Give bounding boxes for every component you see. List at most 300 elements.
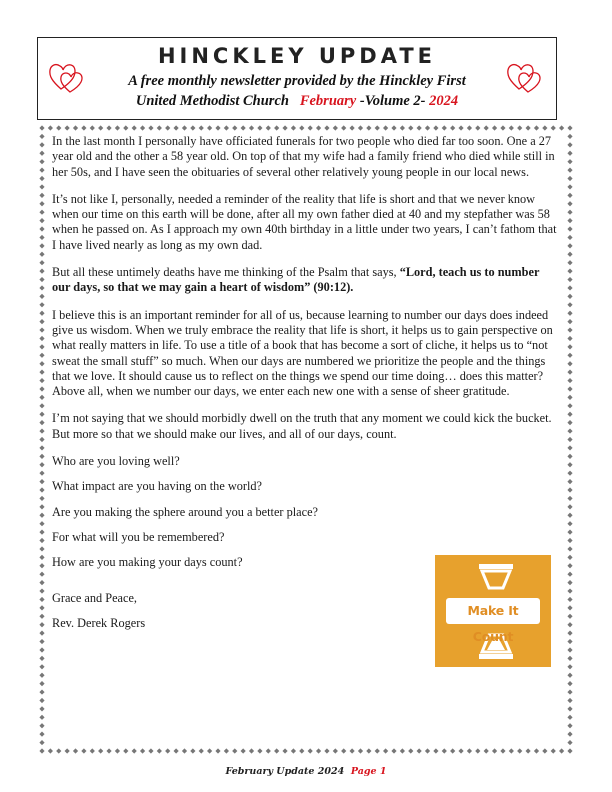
border-diamond [157,125,162,130]
border-diamond [39,437,44,442]
border-diamond [39,412,44,417]
border-diamond [567,403,572,408]
border-diamond [567,327,572,332]
psalm-quote: “Lord, teach us to number our days, so that we may gain a heart of wisdom” (90:12). [52,265,540,295]
newsletter-subtitle: A free monthly newsletter provided by the Hinckley First [128,73,466,89]
border-diamond [241,125,246,130]
border-diamond [173,125,178,130]
border-diamond [299,125,304,130]
article-paragraph: In the last month I personally have officiated funerals for two people who died far too soon. One a 27 year old and the other a 58 year old. On top of that my wife had a family friend who died while still in her 50s, and I have seen the obituaries of several other relatively young people in our local news. [52,134,555,179]
border-diamond [567,521,572,526]
border-diamond [567,689,572,694]
border-diamond [81,748,86,753]
border-diamond [567,656,572,661]
border-diamond [567,353,572,358]
border-diamond [165,748,170,753]
border-diamond [39,631,44,636]
border-diamond [567,471,572,476]
border-diamond [39,327,44,332]
border-diamond [567,176,572,181]
border-diamond [65,748,70,753]
border-diamond [39,260,44,265]
border-diamond [81,125,86,130]
border-diamond [458,748,463,753]
border-diamond [567,260,572,265]
border-diamond [551,125,556,130]
border-diamond [567,538,572,543]
border-diamond [349,125,354,130]
border-diamond [39,681,44,686]
border-diamond [484,748,489,753]
border-diamond [567,285,572,290]
border-diamond [39,471,44,476]
border-diamond [207,748,212,753]
reflection-question: Who are you loving well? [52,454,180,469]
border-diamond [39,462,44,467]
border-diamond [417,125,422,130]
border-diamond [123,748,128,753]
border-diamond [567,294,572,299]
border-diamond [39,269,44,274]
border-diamond [450,125,455,130]
border-diamond [567,386,572,391]
border-diamond [492,748,497,753]
border-diamond [274,125,279,130]
border-diamond [39,311,44,316]
border-diamond [567,252,572,257]
border-diamond [39,580,44,585]
border-diamond [492,125,497,130]
border-diamond [291,748,296,753]
border-diamond [567,395,572,400]
border-diamond [567,269,572,274]
border-diamond [39,336,44,341]
border-diamond [39,706,44,711]
border-diamond [39,226,44,231]
border-diamond [567,673,572,678]
border-diamond [567,631,572,636]
church-name: United Methodist Church [135,93,289,109]
border-diamond [567,715,572,720]
border-diamond [39,344,44,349]
border-diamond [408,125,413,130]
border-diamond [567,302,572,307]
border-diamond [341,748,346,753]
border-diamond [39,294,44,299]
border-diamond [567,428,572,433]
border-diamond [500,748,505,753]
border-diamond [190,125,195,130]
border-diamond [39,252,44,257]
border-diamond [567,378,572,383]
border-diamond [39,159,44,164]
border-diamond [39,664,44,669]
border-diamond [257,748,262,753]
border-diamond [500,125,505,130]
border-diamond [39,403,44,408]
border-diamond [383,125,388,130]
border-diamond [567,732,572,737]
border-diamond [425,125,430,130]
border-diamond [39,277,44,282]
border-diamond [39,454,44,459]
border-diamond [567,151,572,156]
border-diamond [106,748,111,753]
article-paragraph: I believe this is an important reminder for all of us, because learning to number our days does indeed give us wisdom. When we truly embrace the reality that life is short, it helps us to gain perspective on what really matters in life. To use a title of a book that has become a sort of cliche, it helps us to “not sweat the small stuff” so much. When our days are numbered we prioritize the people and the things that we love. It should cause us to reflect on the things we spend our time doing… does this matter? Above all, when we number our days, we enter each new one with a sense of sheer gratitude. [52,307,553,399]
border-diamond [215,748,220,753]
reflection-question: How are you making your days count? [52,555,243,570]
border-diamond [39,673,44,678]
border-diamond [517,125,522,130]
border-diamond [358,748,363,753]
border-diamond [542,125,547,130]
border-diamond [106,125,111,130]
border-diamond [567,504,572,509]
border-diamond [39,193,44,198]
border-diamond [39,210,44,215]
border-diamond [39,521,44,526]
border-diamond [425,748,430,753]
border-diamond [98,748,103,753]
border-diamond [39,689,44,694]
reflection-question: For what will you be remembered? [52,529,225,544]
border-diamond [400,748,405,753]
border-diamond [115,125,120,130]
issue-month: February [299,93,357,109]
border-diamond [39,361,44,366]
border-diamond [567,748,572,753]
border-diamond [249,125,254,130]
border-diamond [39,487,44,492]
border-diamond [199,125,204,130]
border-diamond [567,698,572,703]
border-diamond [567,218,572,223]
closing-line: Grace and Peace, [52,590,137,605]
border-diamond [56,125,61,130]
border-diamond [39,235,44,240]
border-diamond [567,167,572,172]
border-diamond [534,748,539,753]
badge-label: Make It Count [446,598,540,624]
border-diamond [148,125,153,130]
border-diamond [375,125,380,130]
psalm-lead: But all these untimely deaths have me thinking of the Psalm that says, [52,265,397,280]
border-diamond [39,723,44,728]
border-diamond [417,748,422,753]
border-diamond [39,285,44,290]
border-diamond [39,639,44,644]
border-diamond [39,201,44,206]
border-diamond [567,588,572,593]
border-diamond [567,496,572,501]
border-diamond [567,706,572,711]
border-diamond [509,748,514,753]
border-diamond [534,125,539,130]
border-diamond [173,748,178,753]
border-diamond [567,134,572,139]
border-diamond [39,546,44,551]
border-diamond [358,125,363,130]
border-diamond [39,748,44,753]
border-diamond [299,748,304,753]
border-diamond [567,487,572,492]
border-diamond [308,125,313,130]
make-it-count-graphic [435,555,551,667]
border-diamond [232,748,237,753]
border-diamond [450,748,455,753]
border-diamond [39,218,44,223]
border-diamond [39,142,44,147]
border-diamond [567,336,572,341]
border-diamond [148,748,153,753]
newsletter-title: HINCKLEY UPDATE [157,44,437,68]
border-diamond [157,748,162,753]
border-diamond [567,614,572,619]
border-diamond [567,319,572,324]
border-diamond [567,437,572,442]
border-diamond [182,125,187,130]
border-diamond [39,378,44,383]
border-diamond [190,748,195,753]
footer-label: February Update 2024 [225,766,345,777]
border-diamond [39,395,44,400]
border-diamond [39,176,44,181]
border-diamond [39,151,44,156]
border-diamond [333,125,338,130]
page-footer [0,766,612,777]
border-diamond [39,622,44,627]
border-diamond [39,563,44,568]
border-diamond [39,445,44,450]
border-diamond [324,748,329,753]
border-diamond [559,748,564,753]
border-diamond [39,353,44,358]
border-diamond [132,748,137,753]
border-diamond [182,748,187,753]
border-diamond [567,605,572,610]
border-diamond [567,159,572,164]
border-diamond [39,555,44,560]
border-diamond [39,605,44,610]
border-diamond [241,748,246,753]
border-diamond [458,125,463,130]
border-diamond [39,597,44,602]
border-diamond [525,125,530,130]
issue-year: 2024 [429,93,459,109]
border-diamond [39,740,44,745]
border-diamond [39,184,44,189]
border-diamond [567,311,572,316]
border-diamond [341,125,346,130]
border-diamond [525,748,530,753]
border-diamond [509,125,514,130]
border-diamond [39,134,44,139]
border-diamond [39,588,44,593]
border-diamond [39,504,44,509]
border-diamond [567,530,572,535]
article-box [38,124,574,755]
border-diamond [567,580,572,585]
border-diamond [73,748,78,753]
border-diamond [391,125,396,130]
border-diamond [39,647,44,652]
border-diamond [266,125,271,130]
border-diamond [282,125,287,130]
border-diamond [567,513,572,518]
border-diamond [140,748,145,753]
border-diamond [39,538,44,543]
border-diamond [39,614,44,619]
border-diamond [316,125,321,130]
border-diamond [232,125,237,130]
border-diamond [291,125,296,130]
signature: Rev. Derek Rogers [52,615,146,630]
border-diamond [567,740,572,745]
border-diamond [433,125,438,130]
border-diamond [48,748,53,753]
border-diamond [517,748,522,753]
border-diamond [567,681,572,686]
border-diamond [567,142,572,147]
border-diamond [567,125,572,130]
border-diamond [567,243,572,248]
reflection-question: Are you making the sphere around you a better place? [52,504,318,519]
border-diamond [433,748,438,753]
border-diamond [567,184,572,189]
border-diamond [90,125,95,130]
issue-volume: -Volume 2- [359,93,426,109]
border-diamond [567,479,572,484]
border-diamond [39,530,44,535]
border-diamond [98,125,103,130]
border-diamond [39,319,44,324]
border-diamond [475,125,480,130]
border-diamond [39,715,44,720]
border-diamond [73,125,78,130]
border-diamond [567,647,572,652]
border-diamond [39,572,44,577]
border-diamond [567,201,572,206]
border-diamond [567,563,572,568]
border-diamond [56,748,61,753]
newsletter-issue-line [38,93,556,110]
border-diamond [39,732,44,737]
border-diamond [308,748,313,753]
border-diamond [39,386,44,391]
border-diamond [257,125,262,130]
border-diamond [324,125,329,130]
border-diamond [567,344,572,349]
border-diamond [442,748,447,753]
border-diamond [140,125,145,130]
border-diamond [567,555,572,560]
border-diamond [567,723,572,728]
page-number: Page 1 [350,766,387,777]
border-diamond [542,748,547,753]
border-diamond [39,125,44,130]
border-diamond [467,125,472,130]
border-diamond [408,748,413,753]
border-diamond [165,125,170,130]
border-diamond [442,125,447,130]
border-diamond [567,193,572,198]
border-diamond [383,748,388,753]
border-diamond [567,277,572,282]
border-diamond [39,420,44,425]
border-diamond [484,125,489,130]
border-diamond [39,167,44,172]
border-diamond [215,125,220,130]
border-diamond [567,546,572,551]
border-diamond [567,412,572,417]
border-diamond [39,698,44,703]
border-diamond [567,597,572,602]
border-diamond [349,748,354,753]
border-diamond [207,125,212,130]
border-diamond [375,748,380,753]
border-diamond [567,226,572,231]
border-diamond [316,748,321,753]
border-diamond [48,125,53,130]
border-diamond [39,243,44,248]
border-diamond [391,748,396,753]
newsletter-header [37,37,557,120]
border-diamond [39,479,44,484]
border-diamond [249,748,254,753]
border-diamond [567,639,572,644]
border-diamond [467,748,472,753]
border-diamond [559,125,564,130]
border-diamond [567,462,572,467]
article-paragraph: It’s not like I, personally, needed a reminder of the reality that life is short and that we never know when our time on this earth will be done, after all my own father died at 40 and my stepfather was 58 when he passed on. As I approach my own 40th birthday in a little under two years, I can’t fathom that I have lived nearly as long as my own dad. [52,191,557,252]
border-diamond [567,572,572,577]
border-diamond [567,370,572,375]
reflection-question: What impact are you having on the world? [52,479,263,494]
border-diamond [567,664,572,669]
border-diamond [366,125,371,130]
article-paragraph [52,265,558,296]
border-diamond [400,125,405,130]
border-diamond [224,125,229,130]
border-diamond [266,748,271,753]
border-diamond [39,656,44,661]
border-diamond [65,125,70,130]
border-diamond [39,496,44,501]
border-diamond [282,748,287,753]
border-diamond [39,302,44,307]
border-diamond [567,210,572,215]
border-diamond [366,748,371,753]
border-diamond [567,622,572,627]
border-diamond [567,420,572,425]
border-diamond [123,125,128,130]
border-diamond [567,454,572,459]
border-diamond [132,125,137,130]
border-diamond [90,748,95,753]
border-diamond [39,513,44,518]
border-diamond [567,235,572,240]
border-diamond [115,748,120,753]
border-diamond [199,748,204,753]
border-diamond [274,748,279,753]
border-diamond [567,361,572,366]
border-diamond [333,748,338,753]
article-paragraph: I’m not saying that we should morbidly dwell on the truth that any moment we could kick the bucket. But more so that we should make our lives, and all of our days, count. [52,411,552,441]
border-diamond [475,748,480,753]
border-diamond [567,445,572,450]
border-diamond [39,370,44,375]
border-diamond [224,748,229,753]
